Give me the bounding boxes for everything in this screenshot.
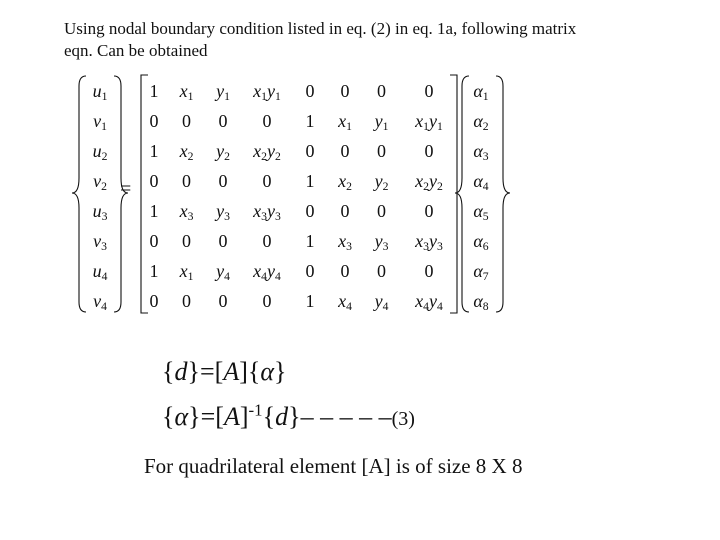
matrix-cell: $x_1y_1$	[415, 110, 443, 133]
matrix-cell: 0	[182, 230, 191, 251]
matrix-cell: 1	[149, 260, 159, 281]
equals-sign: =	[120, 178, 132, 200]
matrix-cell: 1	[149, 140, 159, 161]
matrix-cell: 0	[218, 230, 228, 251]
matrix-cell: $x_3$	[338, 230, 352, 253]
matrix-row	[140, 106, 458, 136]
displacement-entry: $v_3$	[93, 231, 107, 253]
matrix-cell: $x_2y_2$	[253, 140, 281, 163]
matrix-row	[140, 256, 458, 286]
matrix-cell: 0	[340, 80, 350, 101]
matrix-cell: 0	[262, 230, 272, 251]
matrix-row	[140, 226, 458, 256]
alpha-entry: $\alpha_4$	[473, 171, 489, 193]
matrix-cell: 0	[377, 80, 386, 101]
alpha-entry: $\alpha_5$	[473, 201, 489, 223]
intro-line-1: Using nodal boundary condition listed in eq. (2) in eq. 1a, following matrix	[64, 19, 577, 38]
matrix-cell: $x_1$	[179, 80, 194, 103]
matrix-cell: $y_3$	[216, 200, 230, 223]
matrix-cell: $x_1$	[338, 110, 352, 133]
alpha-entry: $\alpha_6$	[473, 231, 489, 253]
displacement-entry: $u_1$	[92, 81, 108, 103]
matrix-cell: 0	[377, 260, 386, 281]
matrix-cell: $y_2$	[216, 140, 230, 163]
matrix-cell: $x_2$	[338, 170, 352, 193]
matrix-cell: $x_3y_3$	[253, 200, 281, 223]
matrix-cell: $x_2$	[179, 140, 194, 163]
matrix-cell: 0	[305, 80, 315, 101]
matrix-cell: 0	[424, 140, 434, 161]
alpha-entry: $\alpha_2$	[473, 111, 489, 133]
matrix-cell: $y_1$	[216, 80, 230, 103]
matrix-cell: $x_3y_3$	[415, 230, 443, 253]
alpha-entry: $\alpha_3$	[473, 141, 489, 163]
matrix-cell: 0	[218, 170, 228, 191]
matrix-cell: 0	[218, 290, 228, 311]
matrix-cell: 0	[305, 140, 315, 161]
matrix-row	[140, 166, 458, 196]
matrix-cell: $y_2$	[374, 170, 389, 193]
footer-caption: For quadrilateral element [A] is of size 8 X 8	[144, 454, 523, 478]
matrix-row	[140, 196, 458, 226]
matrix-cell: $y_4$	[374, 290, 389, 313]
displacement-entry: $v_4$	[93, 291, 107, 313]
matrix-cell: 0	[377, 200, 386, 221]
matrix-row	[140, 136, 458, 166]
matrix-cell: $y_3$	[374, 230, 389, 253]
left-brace	[72, 76, 86, 312]
intro-line-2: eqn. Can be obtained	[64, 41, 208, 60]
matrix-cell: 0	[218, 110, 228, 131]
matrix-cell: 1	[305, 230, 315, 251]
matrix-cell: 0	[305, 260, 315, 281]
matrix-cell: 0	[424, 80, 434, 101]
matrix-cell: 0	[182, 170, 191, 191]
alpha-entry: $\alpha_7$	[473, 261, 489, 283]
matrix-cell: 0	[149, 170, 159, 191]
displacement-entry: $u_4$	[92, 261, 108, 283]
alpha-entry: $\alpha_1$	[473, 81, 489, 103]
matrix-cell: $x_2y_2$	[415, 170, 443, 193]
coefficient-matrix	[140, 76, 458, 316]
matrix-cell: 0	[262, 110, 272, 131]
matrix-cell: $x_4y_4$	[253, 260, 281, 283]
matrix-cell: 0	[305, 200, 315, 221]
matrix-cell: 0	[262, 170, 272, 191]
matrix-cell: 1	[149, 80, 159, 101]
displacement-entry: $v_2$	[93, 171, 107, 193]
displacement-entry: $u_2$	[92, 141, 108, 163]
right-brace	[496, 76, 510, 312]
matrix-cell: 1	[149, 200, 159, 221]
matrix-cell: $y_1$	[374, 110, 389, 133]
matrix-cell: 0	[377, 140, 386, 161]
displacement-entry: $u_3$	[92, 201, 108, 223]
matrix-cell: $x_1y_1$	[253, 80, 281, 103]
matrix-cell: 0	[340, 140, 350, 161]
alpha-vector	[467, 76, 495, 316]
matrix-cell: 0	[149, 230, 159, 251]
matrix-cell: 1	[305, 170, 315, 191]
matrix-cell: $x_3$	[179, 200, 194, 223]
matrix-row	[140, 286, 458, 316]
matrix-cell: 0	[262, 290, 272, 311]
equation-3: $\{\alpha\}=[A]^{-1}\{d\}-$ – – – –(3)	[162, 400, 415, 431]
matrix-cell: 0	[182, 290, 191, 311]
matrix-cell: 0	[340, 200, 350, 221]
matrix-cell: $y_4$	[216, 260, 230, 283]
matrix-cell: $x_4y_4$	[415, 290, 443, 313]
alpha-entry: $\alpha_8$	[473, 291, 489, 313]
displacement-entry: $v_1$	[93, 111, 107, 133]
matrix-cell: $x_1$	[179, 260, 194, 283]
matrix-cell: $x_4$	[338, 290, 352, 313]
displacement-vector	[88, 76, 112, 316]
matrix-cell: 0	[149, 110, 159, 131]
matrix-cell: 1	[305, 110, 315, 131]
matrix-cell: 0	[424, 200, 434, 221]
matrix-row	[140, 76, 458, 106]
equation-d-equals-a-alpha: {d}=[A]{α}	[162, 357, 287, 386]
matrix-cell: 0	[340, 260, 350, 281]
matrix-cell: 1	[305, 290, 315, 311]
matrix-cell: 0	[424, 260, 434, 281]
matrix-cell: 0	[182, 110, 191, 131]
matrix-cell: 0	[149, 290, 159, 311]
